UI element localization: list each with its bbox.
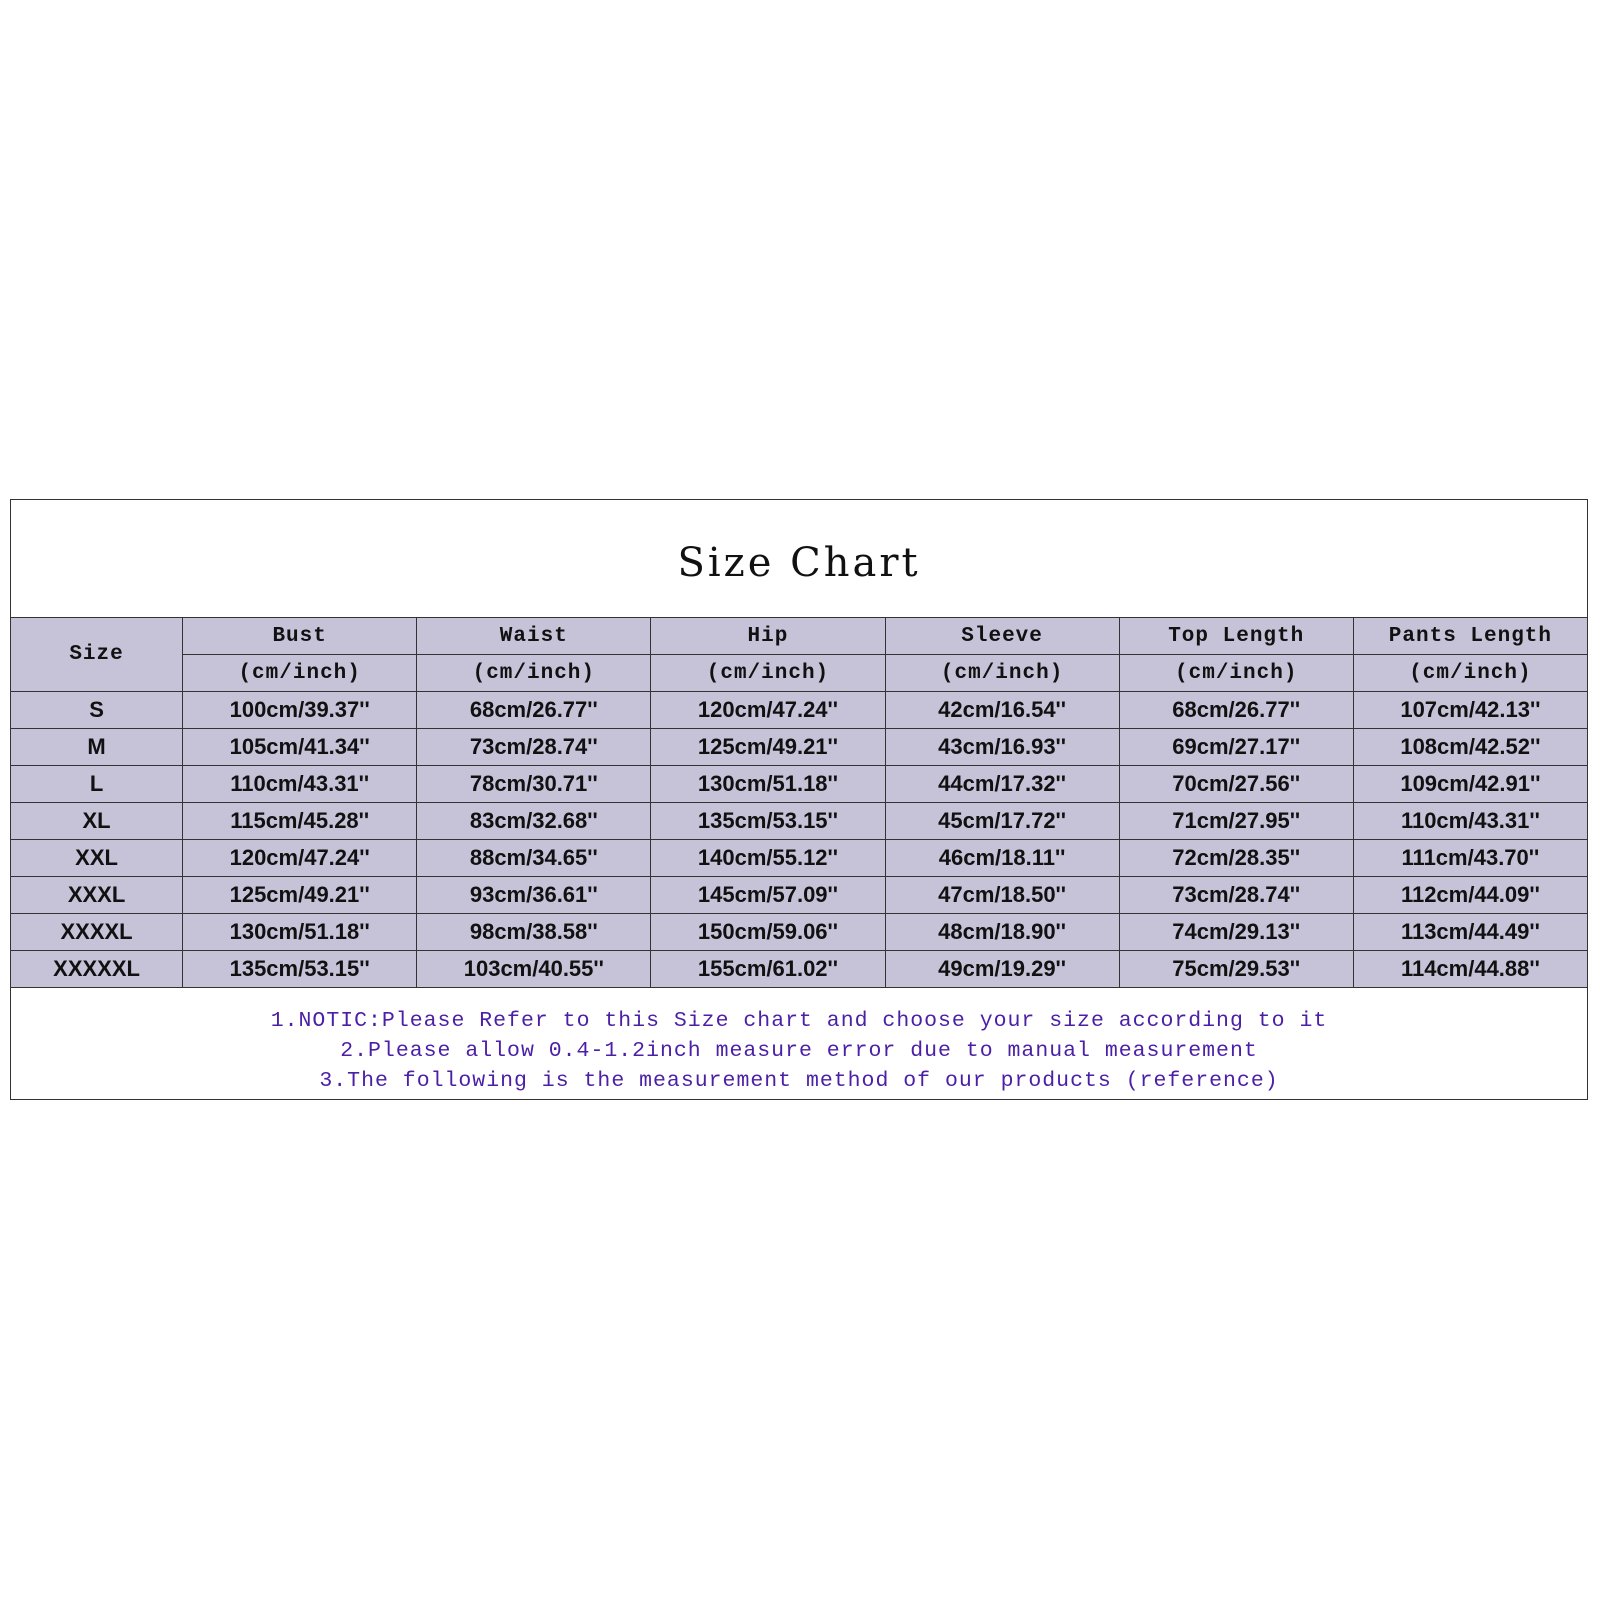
table-cell: 113cm/44.49'' bbox=[1353, 914, 1587, 951]
notes bbox=[11, 1006, 1587, 1096]
table-cell: 125cm/49.21'' bbox=[183, 877, 417, 914]
table-cell: 155cm/61.02'' bbox=[651, 951, 885, 988]
column-unit: (cm/inch) bbox=[417, 655, 651, 692]
table-row bbox=[11, 840, 1588, 877]
table-cell: 108cm/42.52'' bbox=[1353, 729, 1587, 766]
table-cell: 78cm/30.71'' bbox=[417, 766, 651, 803]
size-cell: M bbox=[11, 729, 183, 766]
table-cell: 73cm/28.74'' bbox=[417, 729, 651, 766]
note-line: 2.Please allow 0.4-1.2inch measure error due to manual measurement bbox=[340, 1039, 1258, 1063]
table-cell: 103cm/40.55'' bbox=[417, 951, 651, 988]
table-cell: 72cm/28.35'' bbox=[1119, 840, 1353, 877]
chart-title: Size Chart bbox=[677, 540, 921, 586]
table-row bbox=[11, 766, 1588, 803]
table-cell: 70cm/27.56'' bbox=[1119, 766, 1353, 803]
table-row bbox=[11, 803, 1588, 840]
table-cell: 112cm/44.09'' bbox=[1353, 877, 1587, 914]
table-cell: 107cm/42.13'' bbox=[1353, 692, 1587, 729]
table-cell: 68cm/26.77'' bbox=[417, 692, 651, 729]
table-cell: 115cm/45.28'' bbox=[183, 803, 417, 840]
table-cell: 140cm/55.12'' bbox=[651, 840, 885, 877]
table-cell: 120cm/47.24'' bbox=[183, 840, 417, 877]
size-cell: XXXL bbox=[11, 877, 183, 914]
size-cell: L bbox=[11, 766, 183, 803]
column-header: Hip bbox=[651, 618, 885, 655]
table-cell: 45cm/17.72'' bbox=[885, 803, 1119, 840]
table-cell: 110cm/43.31'' bbox=[183, 766, 417, 803]
table-row bbox=[11, 729, 1588, 766]
column-unit: (cm/inch) bbox=[183, 655, 417, 692]
table-cell: 135cm/53.15'' bbox=[651, 803, 885, 840]
note-line: 1.NOTIC:Please Refer to this Size chart and choose your size according to it bbox=[270, 1009, 1328, 1033]
table-cell: 73cm/28.74'' bbox=[1119, 877, 1353, 914]
table-row bbox=[11, 692, 1588, 729]
table-cell: 120cm/47.24'' bbox=[651, 692, 885, 729]
table-row bbox=[11, 914, 1588, 951]
table-cell: 145cm/57.09'' bbox=[651, 877, 885, 914]
table-cell: 68cm/26.77'' bbox=[1119, 692, 1353, 729]
table-cell: 69cm/27.17'' bbox=[1119, 729, 1353, 766]
size-cell: XXXXL bbox=[11, 914, 183, 951]
table-cell: 135cm/53.15'' bbox=[183, 951, 417, 988]
table-row bbox=[11, 951, 1588, 988]
table-cell: 110cm/43.31'' bbox=[1353, 803, 1587, 840]
table-cell: 83cm/32.68'' bbox=[417, 803, 651, 840]
size-cell: S bbox=[11, 692, 183, 729]
size-table bbox=[10, 617, 1588, 988]
column-header: Waist bbox=[417, 618, 651, 655]
table-cell: 88cm/34.65'' bbox=[417, 840, 651, 877]
table-cell: 48cm/18.90'' bbox=[885, 914, 1119, 951]
table-row bbox=[11, 877, 1588, 914]
note-line: 3.The following is the measurement method of our products (reference) bbox=[319, 1069, 1279, 1093]
table-cell: 130cm/51.18'' bbox=[651, 766, 885, 803]
table-cell: 46cm/18.11'' bbox=[885, 840, 1119, 877]
column-header: Top Length bbox=[1119, 618, 1353, 655]
table-cell: 150cm/59.06'' bbox=[651, 914, 885, 951]
column-unit: (cm/inch) bbox=[651, 655, 885, 692]
size-header: Size bbox=[11, 618, 183, 692]
table-cell: 100cm/39.37'' bbox=[183, 692, 417, 729]
table-cell: 47cm/18.50'' bbox=[885, 877, 1119, 914]
column-header: Sleeve bbox=[885, 618, 1119, 655]
table-cell: 130cm/51.18'' bbox=[183, 914, 417, 951]
table-cell: 49cm/19.29'' bbox=[885, 951, 1119, 988]
table-cell: 109cm/42.91'' bbox=[1353, 766, 1587, 803]
table-cell: 93cm/36.61'' bbox=[417, 877, 651, 914]
column-unit: (cm/inch) bbox=[1353, 655, 1587, 692]
table-cell: 111cm/43.70'' bbox=[1353, 840, 1587, 877]
table-cell: 74cm/29.13'' bbox=[1119, 914, 1353, 951]
table-cell: 42cm/16.54'' bbox=[885, 692, 1119, 729]
table-cell: 43cm/16.93'' bbox=[885, 729, 1119, 766]
header-row bbox=[11, 618, 1588, 655]
column-header: Pants Length bbox=[1353, 618, 1587, 655]
size-cell: XL bbox=[11, 803, 183, 840]
table-cell: 125cm/49.21'' bbox=[651, 729, 885, 766]
table-cell: 98cm/38.58'' bbox=[417, 914, 651, 951]
table-cell: 105cm/41.34'' bbox=[183, 729, 417, 766]
table-cell: 71cm/27.95'' bbox=[1119, 803, 1353, 840]
unit-row bbox=[11, 655, 1588, 692]
table-cell: 114cm/44.88'' bbox=[1353, 951, 1587, 988]
column-unit: (cm/inch) bbox=[885, 655, 1119, 692]
size-chart bbox=[10, 499, 1588, 1100]
size-cell: XXL bbox=[11, 840, 183, 877]
size-cell: XXXXXL bbox=[11, 951, 183, 988]
table-cell: 75cm/29.53'' bbox=[1119, 951, 1353, 988]
column-header: Bust bbox=[183, 618, 417, 655]
column-unit: (cm/inch) bbox=[1119, 655, 1353, 692]
table-cell: 44cm/17.32'' bbox=[885, 766, 1119, 803]
